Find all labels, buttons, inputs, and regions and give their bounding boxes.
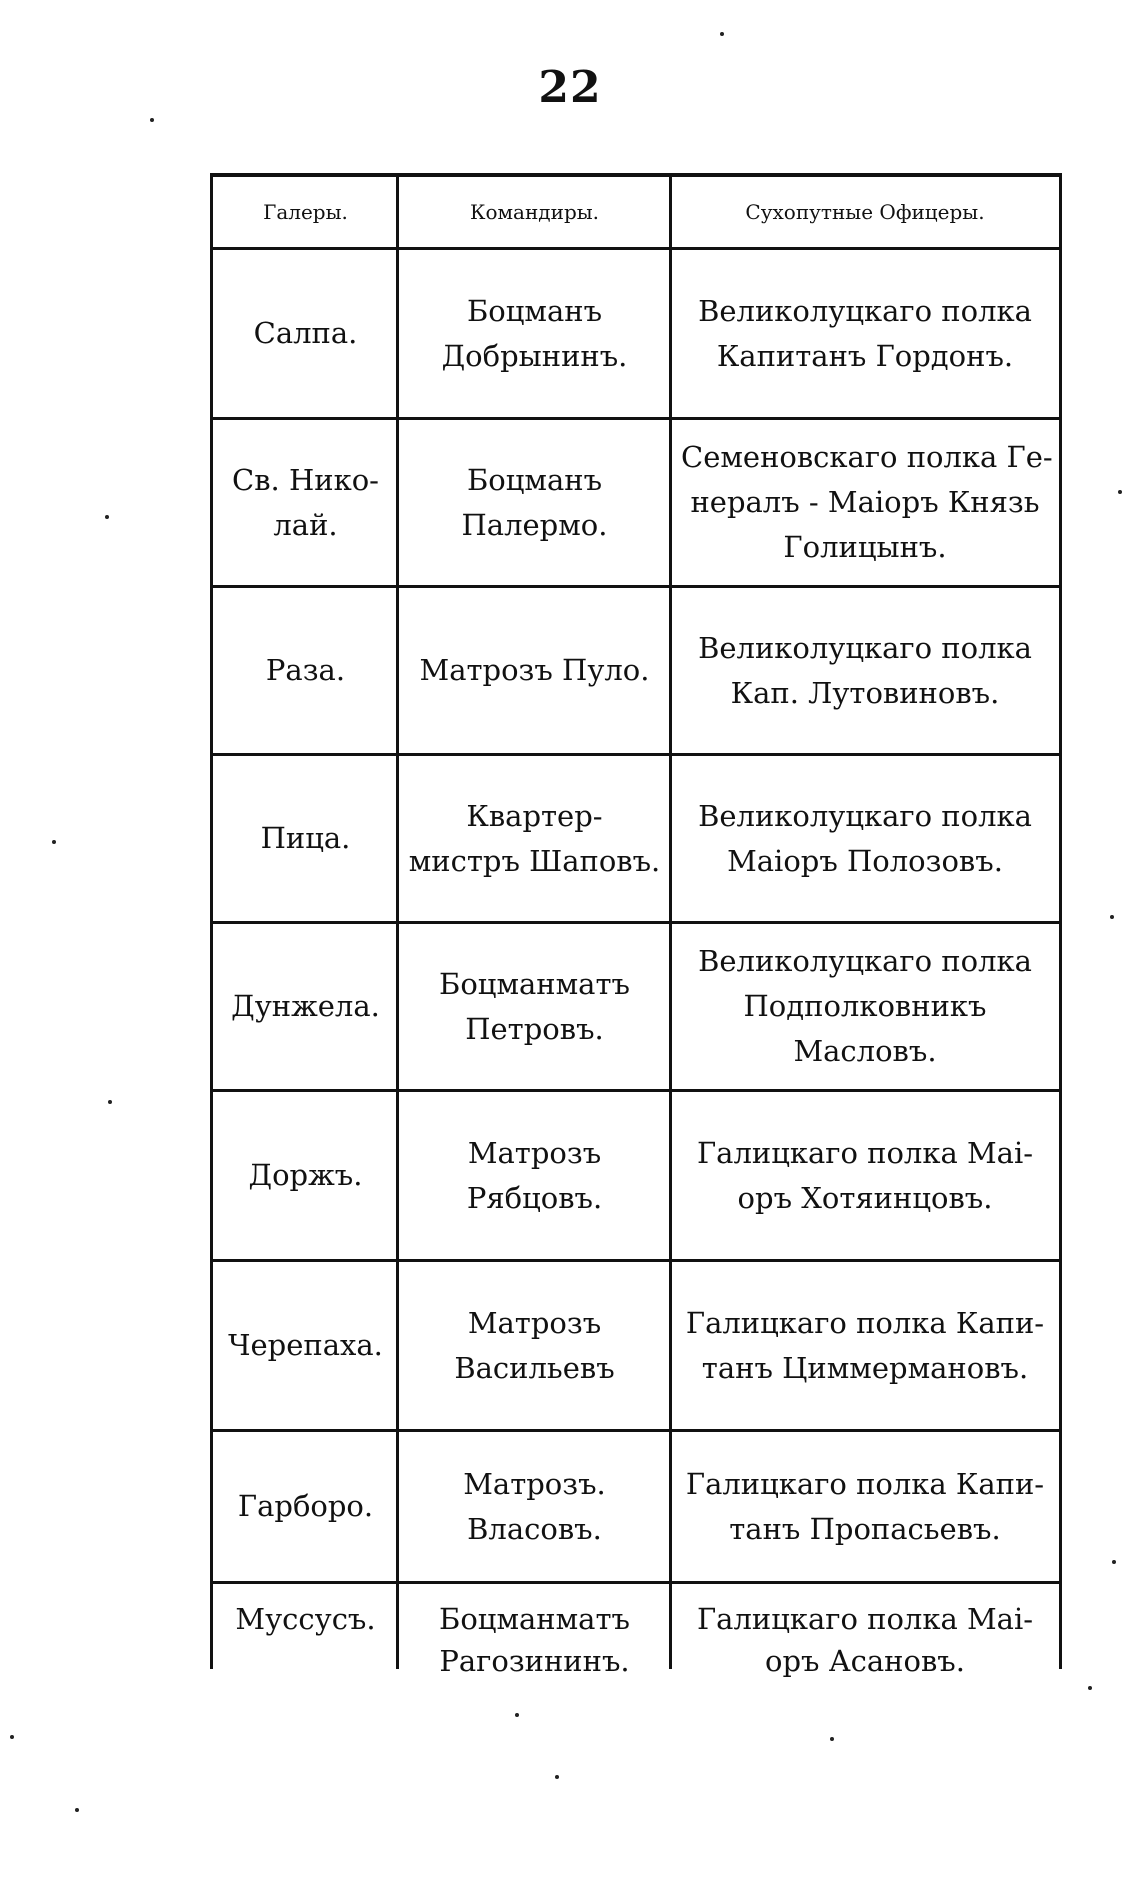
officer-cell-line: Маіоръ Полозовъ. — [727, 843, 1003, 878]
commander-cell-line: Рябцовъ. — [466, 1180, 603, 1215]
scan-speck — [1110, 915, 1114, 919]
commander-cell — [398, 923, 671, 1091]
commander-cell-line: Боцманъ — [466, 293, 603, 328]
galley-cell — [213, 249, 398, 419]
commander-cell — [398, 419, 671, 587]
commander-cell-line: Боцманматъ — [439, 1602, 630, 1636]
galley-cell-line: Раза. — [265, 653, 346, 688]
table-row — [213, 587, 1059, 755]
officer-cell-line: танъ Пропасьевъ. — [729, 1511, 1001, 1546]
officer-cell-line: Галицкаго полка Капи- — [685, 1466, 1045, 1501]
galley-cell-line: Гарборо. — [237, 1489, 374, 1524]
scan-speck — [1112, 1560, 1116, 1564]
galley-cell-line: Св. Нико- — [232, 462, 379, 497]
officer-cell-line: Великолуцкаго полка — [698, 293, 1032, 328]
officer-cell-line: Великолуцкаго полка — [698, 944, 1032, 979]
table-row — [213, 1261, 1059, 1431]
commander-cell-line: Матрозъ — [467, 1135, 602, 1170]
scan-speck — [52, 840, 56, 844]
officer-cell — [671, 755, 1059, 923]
galley-cell — [213, 1583, 398, 1689]
galley-table — [213, 177, 1059, 1688]
galley-cell — [213, 419, 398, 587]
galley-cell — [213, 1261, 398, 1431]
header-row — [213, 177, 1059, 249]
commander-cell-line: Боцманматъ — [439, 966, 630, 1001]
page-number: 22 — [538, 62, 602, 113]
officer-cell-line: Кап. Лутовиновъ. — [730, 675, 1000, 710]
scan-speck — [150, 118, 154, 122]
galley-cell-line: Дунжела. — [231, 989, 380, 1024]
scan-speck — [1118, 490, 1122, 494]
commander-cell-line: Власовъ. — [467, 1511, 602, 1546]
galley-cell-line: Пица. — [260, 821, 351, 856]
commander-cell-line: Матрозъ — [467, 1305, 602, 1340]
officer-cell-line: Галицкаго полка Маі- — [696, 1135, 1034, 1170]
table-row — [213, 1431, 1059, 1583]
scan-speck — [515, 1713, 519, 1717]
scan-speck — [830, 1737, 834, 1741]
officer-cell-line: Капитанъ Гордонъ. — [716, 338, 1014, 373]
table-row — [213, 1583, 1059, 1689]
table-row — [213, 1091, 1059, 1261]
galley-cell — [213, 587, 398, 755]
scan-speck — [75, 1808, 79, 1812]
galley-cell-line: Муссусъ. — [235, 1602, 376, 1636]
commander-cell-line: Добрынинъ. — [441, 338, 628, 373]
scan-speck — [1088, 1686, 1092, 1690]
scan-speck — [108, 1100, 112, 1104]
galley-cell-line: лай. — [273, 507, 338, 542]
galley-cell — [213, 755, 398, 923]
officer-cell-line: Масловъ. — [793, 1033, 937, 1068]
commander-cell-line: Рагозининъ. — [439, 1644, 630, 1679]
officer-cell-line: танъ Циммермановъ. — [701, 1350, 1029, 1385]
commander-cell — [398, 755, 671, 923]
officer-cell-line: Голицынъ. — [783, 529, 947, 564]
officer-cell-line: оръ Асановъ. — [765, 1644, 965, 1679]
officer-cell-line: Семеновскаго полка Ге- — [681, 440, 1053, 475]
officer-cell-line: Подполковникъ — [743, 989, 987, 1024]
commander-cell-line: Квартер- — [466, 798, 603, 833]
scan-speck — [10, 1735, 14, 1739]
table-row — [213, 755, 1059, 923]
commander-cell-line: Палермо. — [461, 507, 608, 542]
officer-cell — [671, 1091, 1059, 1261]
commander-cell — [398, 587, 671, 755]
officer-cell — [671, 249, 1059, 419]
header-galleys: Галеры. — [213, 177, 398, 249]
officer-cell-line: Великолуцкаго полка — [698, 798, 1032, 833]
officer-cell — [671, 419, 1059, 587]
header-officers: Сухопутные Офицеры. — [671, 177, 1059, 249]
galley-table-frame — [210, 173, 1062, 1679]
officer-cell — [671, 1431, 1059, 1583]
galley-cell-line: Черепаха. — [228, 1328, 383, 1363]
header-commanders: Командиры. — [398, 177, 671, 249]
officer-cell — [671, 923, 1059, 1091]
scan-speck — [105, 515, 109, 519]
officer-cell-line: Великолуцкаго полка — [698, 630, 1032, 665]
officer-cell-line: нералъ - Маіоръ Князь — [690, 485, 1040, 520]
officer-cell — [671, 1583, 1059, 1689]
galley-cell-line: Салпа. — [253, 316, 358, 351]
commander-cell — [398, 1583, 671, 1689]
commander-cell — [398, 1431, 671, 1583]
table-row — [213, 923, 1059, 1091]
galley-cell-line: Доржъ. — [248, 1158, 363, 1193]
commander-cell — [398, 1091, 671, 1261]
commander-cell-line: Матрозъ Пуло. — [419, 653, 650, 688]
scan-speck — [555, 1775, 559, 1779]
officer-cell-line: Галицкаго полка Маі- — [696, 1602, 1034, 1636]
commander-cell-line: Петровъ. — [465, 1011, 604, 1046]
table-row — [213, 419, 1059, 587]
officer-cell — [671, 587, 1059, 755]
commander-cell-line: Боцманъ — [466, 462, 603, 497]
commander-cell-line: Васильевъ — [454, 1350, 615, 1385]
officer-cell-line: Галицкаго полка Капи- — [685, 1305, 1045, 1340]
commander-cell-line: Матрозъ. — [463, 1466, 606, 1501]
commander-cell — [398, 249, 671, 419]
scan-speck — [720, 32, 724, 36]
galley-cell — [213, 923, 398, 1091]
table-row — [213, 249, 1059, 419]
galley-cell — [213, 1091, 398, 1261]
commander-cell-line: мистръ Шаповъ. — [408, 843, 661, 878]
officer-cell — [671, 1261, 1059, 1431]
galley-cell — [213, 1431, 398, 1583]
commander-cell — [398, 1261, 671, 1431]
officer-cell-line: оръ Хотяинцовъ. — [737, 1180, 993, 1215]
table-body — [213, 249, 1059, 1689]
